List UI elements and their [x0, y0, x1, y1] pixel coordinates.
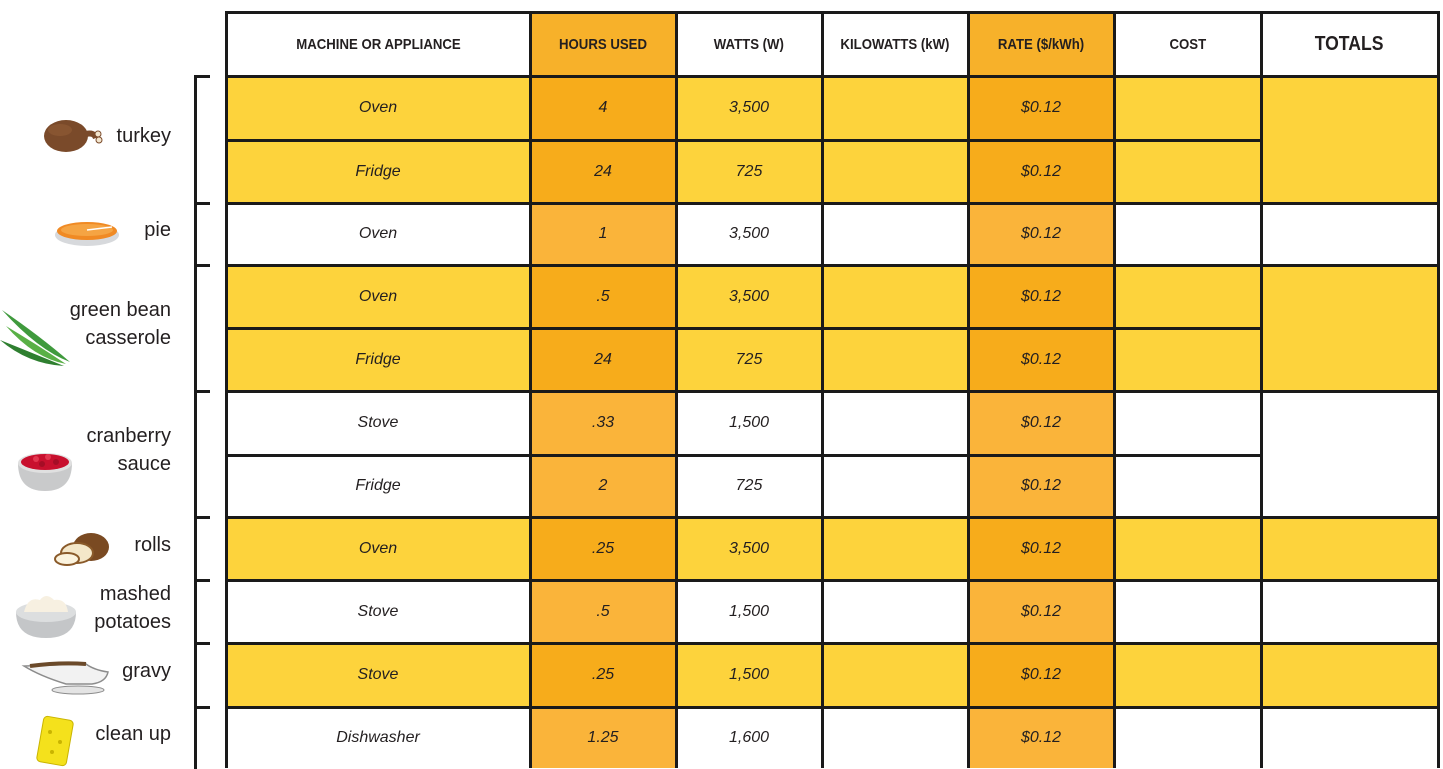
- cell-kilowatts[interactable]: [822, 391, 968, 455]
- cell-rate: $0.12: [1020, 287, 1062, 305]
- cell-hours: .33: [591, 414, 615, 431]
- cell-hours: .5: [596, 602, 610, 620]
- cell-watts: 1,500: [728, 414, 770, 431]
- header-kilowatts: [822, 12, 968, 76]
- cell-watts: 725: [735, 477, 763, 494]
- cell-total[interactable]: [1261, 580, 1438, 643]
- group-bracket: [194, 202, 197, 266]
- sponge-icon: [34, 714, 80, 768]
- food-label-line: sauce: [117, 453, 171, 475]
- group-bracket-tick: [194, 264, 210, 267]
- cell-hours: 1.25: [587, 728, 619, 746]
- turkey-icon: [42, 114, 104, 156]
- group-bracket: [194, 642, 197, 708]
- cell-appliance: Oven: [358, 539, 398, 557]
- header-machine-label: MACHINE OR APPLIANCE: [295, 35, 461, 53]
- header-hours-label: HOURS USED: [558, 35, 647, 53]
- gravy-icon: [20, 654, 112, 696]
- cell-rate: $0.12: [1020, 666, 1062, 683]
- cell-rate: $0.12: [1020, 728, 1062, 746]
- cell-appliance: Oven: [358, 287, 398, 305]
- grid-hline: [226, 706, 1438, 709]
- cell-appliance: Stove: [357, 666, 399, 683]
- cell-rate: $0.12: [1020, 602, 1062, 620]
- header-watts: [676, 12, 822, 76]
- cell-cost[interactable]: [1114, 265, 1261, 328]
- grid-hline: [226, 75, 1438, 78]
- group-bracket: [194, 390, 197, 518]
- cell-kilowatts[interactable]: [822, 328, 968, 391]
- cell-total[interactable]: [1261, 76, 1438, 203]
- cell-appliance: Stove: [357, 602, 399, 620]
- cell-rate: $0.12: [1020, 225, 1062, 242]
- cell-hours: .25: [591, 666, 615, 683]
- cell-hours: 24: [594, 162, 612, 180]
- food-label: [134, 531, 171, 559]
- grid-hline: [226, 390, 1438, 393]
- food-label: [95, 720, 171, 748]
- cell-rate: $0.12: [1020, 539, 1062, 557]
- cell-hours: 1: [598, 225, 608, 242]
- food-label: [144, 216, 171, 244]
- cell-watts: 3,500: [728, 225, 770, 242]
- cranberry-sauce-icon: [16, 443, 74, 493]
- header-rate: [968, 12, 1114, 76]
- cell-hours: .25: [591, 539, 615, 557]
- cell-rate: $0.12: [1020, 414, 1062, 431]
- group-bracket: [194, 264, 197, 392]
- cell-total[interactable]: [1261, 707, 1438, 768]
- mashed-potatoes-icon: [14, 590, 78, 640]
- group-bracket: [194, 75, 197, 204]
- cell-cost[interactable]: [1114, 455, 1261, 517]
- grid-hline: [226, 139, 1261, 142]
- grid-hline: [226, 579, 1438, 582]
- cell-hours: 2: [598, 477, 608, 494]
- cell-total[interactable]: [1261, 203, 1438, 265]
- cell-watts: 725: [735, 162, 763, 180]
- cell-watts: 1,500: [728, 666, 770, 683]
- header-hours: [530, 12, 676, 76]
- food-label-line: gravy: [122, 660, 171, 682]
- grid-hline: [226, 516, 1438, 519]
- header-rate-label: RATE ($/kWh): [997, 35, 1085, 53]
- cell-total[interactable]: [1261, 265, 1438, 391]
- cell-cost[interactable]: [1114, 328, 1261, 391]
- cell-cost[interactable]: [1114, 580, 1261, 643]
- food-label: [70, 296, 171, 352]
- cell-total[interactable]: [1261, 517, 1438, 580]
- cell-watts: 1,500: [728, 602, 770, 620]
- group-bracket: [194, 706, 197, 769]
- cell-rate: $0.12: [1020, 350, 1062, 368]
- grid-hline: [226, 327, 1261, 330]
- cell-kilowatts[interactable]: [822, 76, 968, 140]
- cell-watts: 725: [735, 350, 763, 368]
- cell-cost[interactable]: [1114, 643, 1261, 707]
- cell-watts: 1,600: [728, 728, 770, 746]
- cell-hours: 4: [598, 99, 608, 116]
- food-label-line: casserole: [85, 327, 171, 349]
- header-cost-label: COST: [1169, 35, 1206, 53]
- cell-kilowatts[interactable]: [822, 643, 968, 707]
- rolls-icon: [55, 529, 111, 567]
- cell-rate: $0.12: [1020, 162, 1062, 180]
- cell-appliance: Fridge: [355, 162, 401, 180]
- food-label-line: rolls: [134, 533, 171, 556]
- cell-kilowatts[interactable]: [822, 517, 968, 580]
- cell-watts: 3,500: [728, 287, 770, 305]
- cell-kilowatts[interactable]: [822, 265, 968, 328]
- cell-cost[interactable]: [1114, 517, 1261, 580]
- food-label-line: pie: [144, 219, 171, 241]
- group-bracket-tick: [194, 202, 210, 205]
- cell-appliance: Oven: [358, 225, 398, 242]
- cell-rate: $0.12: [1020, 99, 1062, 116]
- group-bracket-tick: [194, 516, 210, 519]
- cell-total[interactable]: [1261, 391, 1438, 517]
- cell-hours: .5: [596, 287, 610, 305]
- grid-hline: [226, 202, 1438, 205]
- cell-cost[interactable]: [1114, 140, 1261, 203]
- group-bracket: [194, 579, 197, 644]
- header-cost: [1114, 12, 1261, 76]
- cell-cost[interactable]: [1114, 203, 1261, 265]
- cell-appliance: Fridge: [355, 477, 401, 494]
- group-bracket-tick: [194, 75, 210, 78]
- food-label-line: turkey: [116, 124, 171, 147]
- grid-hline: [226, 642, 1438, 645]
- cell-appliance: Stove: [357, 414, 399, 431]
- food-label-line: cranberry: [86, 425, 171, 447]
- grid-hline: [226, 264, 1438, 267]
- food-label: [117, 122, 171, 150]
- pie-icon: [54, 218, 120, 248]
- cell-watts: 3,500: [728, 539, 770, 557]
- food-label-line: green bean: [69, 299, 171, 321]
- cell-kilowatts[interactable]: [822, 580, 968, 643]
- food-label: [94, 580, 171, 636]
- cell-appliance: Dishwasher: [336, 728, 420, 746]
- food-label-line: clean up: [95, 722, 171, 745]
- cell-hours: 24: [594, 350, 612, 368]
- cell-total[interactable]: [1261, 643, 1438, 707]
- cell-kilowatts[interactable]: [822, 707, 968, 768]
- food-label-line: potatoes: [94, 610, 171, 633]
- cell-cost[interactable]: [1114, 391, 1261, 455]
- group-bracket-tick: [194, 642, 210, 645]
- cell-watts: 3,500: [728, 99, 770, 116]
- food-label: [87, 422, 171, 478]
- green-bean-icon: [0, 306, 72, 368]
- food-label-line: mashed: [99, 582, 171, 605]
- group-bracket-tick: [194, 390, 210, 393]
- cell-kilowatts[interactable]: [822, 455, 968, 517]
- header-totals: [1261, 12, 1438, 76]
- cell-cost[interactable]: [1114, 76, 1261, 140]
- food-label: [122, 657, 171, 685]
- cell-appliance: Fridge: [355, 350, 401, 368]
- cell-kilowatts[interactable]: [822, 203, 968, 265]
- grid-hline: [226, 454, 1261, 457]
- header-machine: [226, 12, 530, 76]
- cell-rate: $0.12: [1020, 477, 1062, 494]
- cell-cost[interactable]: [1114, 707, 1261, 768]
- group-bracket: [194, 516, 197, 581]
- header-kilowatts-label: KILOWATTS (kW): [840, 35, 950, 53]
- group-bracket-tick: [194, 706, 210, 709]
- grid-hline: [226, 11, 1438, 14]
- cell-appliance: Oven: [358, 99, 398, 116]
- group-bracket-tick: [194, 579, 210, 582]
- header-totals-label: TOTALS: [1315, 32, 1384, 55]
- cell-kilowatts[interactable]: [822, 140, 968, 203]
- header-watts-label: WATTS (W): [713, 35, 785, 53]
